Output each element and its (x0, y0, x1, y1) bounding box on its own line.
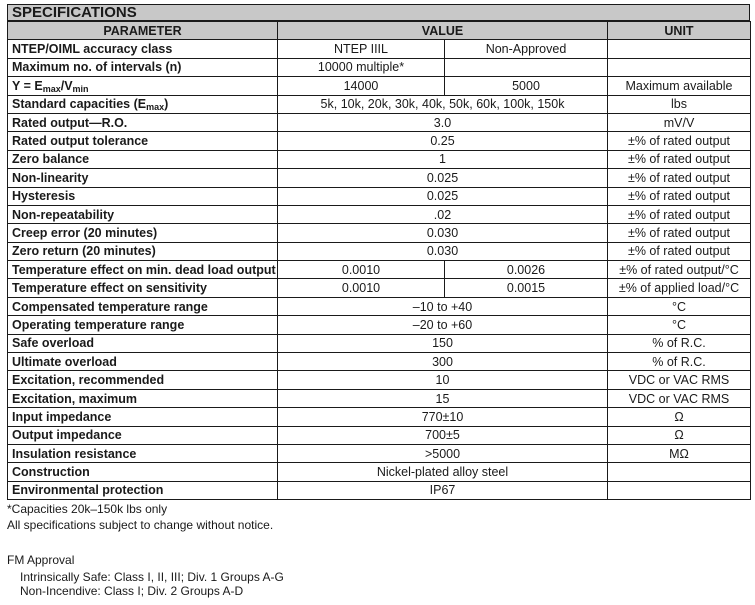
table-row (8, 132, 751, 150)
param-cell: Construction (8, 463, 278, 481)
table-row (8, 77, 751, 95)
footnote-capacities: *Capacities 20k–150k lbs only (7, 502, 168, 516)
table-row (8, 481, 751, 499)
table-header-row (8, 22, 751, 40)
param-text: /V (60, 78, 73, 93)
unit-cell: ±% of rated output/°C (608, 261, 751, 279)
param-cell: Hysteresis (8, 187, 278, 205)
param-cell: Excitation, recommended (8, 371, 278, 389)
value-cell: 1 (278, 150, 608, 168)
table-row (8, 297, 751, 315)
param-cell: Zero return (20 minutes) (8, 242, 278, 260)
value-cell: –10 to +40 (278, 297, 608, 315)
param-cell: Operating temperature range (8, 316, 278, 334)
table-row (8, 95, 751, 113)
param-cell: Temperature effect on min. dead load output (8, 261, 278, 279)
param-cell: Ultimate overload (8, 353, 278, 371)
value-cell: 10000 multiple* (278, 58, 445, 76)
value-cell: Non-Approved (445, 40, 608, 58)
value-cell: 770±10 (278, 408, 608, 426)
value-cell: 5k, 10k, 20k, 30k, 40k, 50k, 60k, 100k, 150k (278, 95, 608, 113)
value-cell: Nickel-plated alloy steel (278, 463, 608, 481)
param-cell: Output impedance (8, 426, 278, 444)
unit-cell: Ω (608, 408, 751, 426)
fm-approval-line: Intrinsically Safe: Class I, II, III; Div. 1 Groups A-G (20, 570, 284, 584)
table-row (8, 150, 751, 168)
unit-cell: °C (608, 316, 751, 334)
param-cell: Excitation, maximum (8, 389, 278, 407)
param-cell: Environmental protection (8, 481, 278, 499)
param-cell: Insulation resistance (8, 444, 278, 462)
table-row (8, 334, 751, 352)
unit-cell (608, 481, 751, 499)
param-text: ) (164, 97, 169, 112)
table-row (8, 205, 751, 223)
param-subscript: max (42, 83, 61, 94)
value-cell: 10 (278, 371, 608, 389)
unit-cell: ±% of rated output (608, 205, 751, 223)
unit-cell: ±% of rated output (608, 150, 751, 168)
unit-cell: ±% of applied load/°C (608, 279, 751, 297)
unit-cell: mV/V (608, 113, 751, 131)
value-cell: 150 (278, 334, 608, 352)
table-row (8, 113, 751, 131)
value-cell: .02 (278, 205, 608, 223)
fm-approval-line: Non-Incendive: Class I; Div. 2 Groups A-D (20, 584, 244, 598)
table-row (8, 389, 751, 407)
param-cell: Rated output tolerance (8, 132, 278, 150)
unit-cell: % of R.C. (608, 353, 751, 371)
section-title: SPECIFICATIONS (7, 4, 750, 21)
param-text: Y = E (12, 78, 43, 93)
unit-cell (608, 463, 751, 481)
param-cell (8, 77, 278, 95)
table-row (8, 169, 751, 187)
param-cell: Input impedance (8, 408, 278, 426)
unit-cell: ±% of rated output (608, 169, 751, 187)
unit-cell: MΩ (608, 444, 751, 462)
unit-cell: ±% of rated output (608, 132, 751, 150)
footnote-disclaimer: All specifications subject to change without notice. (7, 518, 274, 532)
param-cell: Safe overload (8, 334, 278, 352)
table-row (8, 224, 751, 242)
value-cell: NTEP IIIL (278, 40, 445, 58)
header-unit: UNIT (608, 22, 751, 40)
param-subscript: max (146, 102, 165, 113)
table-row (8, 408, 751, 426)
value-cell: 14000 (278, 77, 445, 95)
table-row (8, 261, 751, 279)
value-cell: 300 (278, 353, 608, 371)
value-cell: 0.25 (278, 132, 608, 150)
value-cell: 700±5 (278, 426, 608, 444)
table-row (8, 444, 751, 462)
value-cell: 0.0010 (278, 261, 445, 279)
unit-cell: lbs (608, 95, 751, 113)
table-row (8, 371, 751, 389)
unit-cell: VDC or VAC RMS (608, 389, 751, 407)
param-cell: Maximum no. of intervals (n) (8, 58, 278, 76)
value-cell: 15 (278, 389, 608, 407)
unit-cell: % of R.C. (608, 334, 751, 352)
value-cell: 0.0010 (278, 279, 445, 297)
value-cell: 5000 (445, 77, 608, 95)
unit-cell: Maximum available (608, 77, 751, 95)
table-row (8, 316, 751, 334)
unit-cell: ±% of rated output (608, 224, 751, 242)
param-cell (8, 95, 278, 113)
param-cell: Temperature effect on sensitivity (8, 279, 278, 297)
header-value: VALUE (278, 22, 608, 40)
unit-cell: °C (608, 297, 751, 315)
param-cell: Non-repeatability (8, 205, 278, 223)
unit-cell (608, 40, 751, 58)
value-cell: 0.025 (278, 169, 608, 187)
unit-cell: ±% of rated output (608, 187, 751, 205)
param-cell: Zero balance (8, 150, 278, 168)
value-cell: 0.030 (278, 224, 608, 242)
unit-cell: ±% of rated output (608, 242, 751, 260)
value-cell: IP67 (278, 481, 608, 499)
unit-cell: VDC or VAC RMS (608, 371, 751, 389)
value-cell: 0.025 (278, 187, 608, 205)
value-cell: 0.0015 (445, 279, 608, 297)
value-cell: 0.0026 (445, 261, 608, 279)
table-row (8, 187, 751, 205)
unit-cell: Ω (608, 426, 751, 444)
value-cell: 3.0 (278, 113, 608, 131)
param-cell: Non-linearity (8, 169, 278, 187)
specifications-table (7, 21, 751, 500)
value-cell: 0.030 (278, 242, 608, 260)
param-cell: NTEP/OIML accuracy class (8, 40, 278, 58)
param-cell: Creep error (20 minutes) (8, 224, 278, 242)
table-row (8, 279, 751, 297)
header-parameter: PARAMETER (8, 22, 278, 40)
fm-approval-title: FM Approval (7, 553, 75, 567)
param-text: Standard capacities (E (12, 97, 147, 112)
param-cell: Rated output—R.O. (8, 113, 278, 131)
param-cell: Compensated temperature range (8, 297, 278, 315)
table-row (8, 40, 751, 58)
table-row (8, 58, 751, 76)
table-row (8, 353, 751, 371)
param-subscript: min (72, 83, 89, 94)
table-row (8, 242, 751, 260)
unit-cell (608, 58, 751, 76)
value-cell: –20 to +60 (278, 316, 608, 334)
value-cell (445, 58, 608, 76)
table-row (8, 463, 751, 481)
value-cell: >5000 (278, 444, 608, 462)
table-row (8, 426, 751, 444)
